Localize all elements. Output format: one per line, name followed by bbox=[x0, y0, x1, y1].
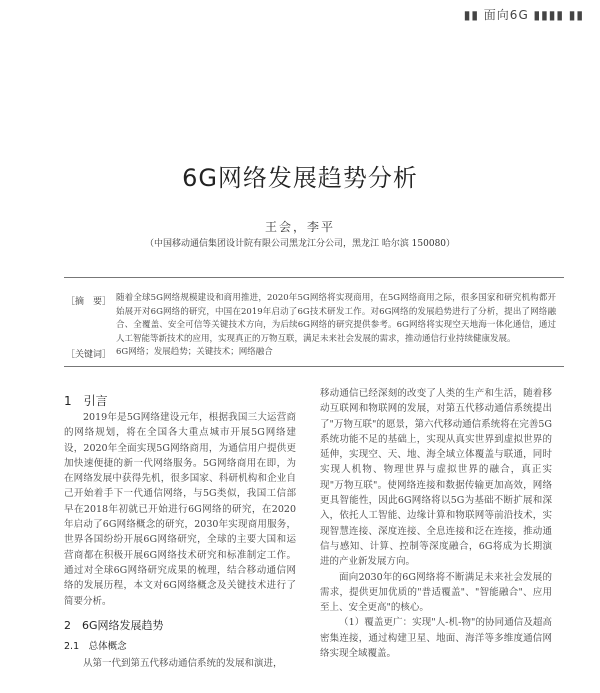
section-1-body bbox=[64, 410, 296, 609]
paper-affiliation: （中国移动通信集团设计院有限公司黑龙江分公司，黑龙江 哈尔滨 150080） bbox=[144, 239, 456, 249]
paper-authors: 王会，李平 bbox=[264, 220, 335, 234]
section-2-1-body bbox=[64, 656, 296, 671]
right-paragraph-3: （1）覆盖更广：实现"人-机-物"的协同通信及超高密集连接，通过构建卫星、地面、海洋等多维度通信网络实现全域覆盖。 bbox=[320, 617, 552, 660]
keywords-label: ［关键词］ bbox=[66, 350, 112, 360]
right-column-body bbox=[320, 386, 552, 661]
section-1-heading: 1 引言 bbox=[64, 394, 108, 408]
section-2-heading: 2 6G网络发展趋势 bbox=[64, 619, 164, 632]
section-1-paragraph: 2019年是5G网络建设元年，根据我国三大运营商的网络规划，将在全国各大重点城市开展5G网络建设，2020年全面实现5G网络商用，为通信用户提供更加快速便捷的新一代网络服务。5G网络商用在即，为在网络发展中获得先机，很多国家、科研机构和企业自己开始着手下一代通信网络，与5G类似，我国工信部早在2018年初就已开始进行6G网络的研究，在2020年启动了6G网络概念的研究，2030年实现商用服务，世界各国纷纷开展6G网络研究，全球的主要大国和运营商都在积极开展6G网络技术研究和标准制定工作。通过对全球6G网络研究成果的梳理，结合移动通信网络的发展历程，本文对6G网络概念及关键技术进行了简要分析。 bbox=[64, 412, 296, 607]
abstract-text: 随着全球5G网络规模建设和商用推进，2020年5G网络将实现商用，在5G网络商用之际，很多国家和研究机构都开始展开对6G网络的研究，中国在2019年启动了6G技术研发工作。对6G网络的发展趋势进行了分析，提出了网络融合、全覆盖、安全可信等关键技术方向，为后续6G网络的研究提供参考。6G网络将实现空天地海一体化通信，通过人工智能等新技术的应用，实现真正的万物互联，满足未来社会发展的需求，推动通信行业持续健康发展。 bbox=[116, 293, 556, 344]
keywords-text: 6G网络；发展趋势；关键技术；网络融合 bbox=[116, 347, 273, 357]
abstract-bottom-rule bbox=[64, 366, 564, 367]
journal-column-tag: ▮▮ 面向6G ▮▮▮▮ ▮▮ bbox=[463, 8, 584, 22]
paper-title: 6G网络发展趋势分析 bbox=[182, 164, 418, 192]
right-paragraph-1: 移动通信已经深刻的改变了人类的生产和生活，随着移动互联网和物联网的发展，对第五代移动通信系统提出了"万物互联"的愿景，第六代移动通信系统将在完善5G系统功能不足的基础上，实现从真实世界到虚拟世界的延伸，实现空、天、地、海全域立体覆盖与联通，同时实现人机物、物理世界与虚拟世界的融合，真正实现"万物互联"。使网络连接和数据传输更加高效，网络更具智能性，因此6G网络将以5G为基础不断扩展和深入，依托人工智能、边缘计算和物联网等前沿技术，实现智慧连接、深度连接、全息连接和泛在连接，推动通信与感知、计算、控制等深度融合，6G将成为长期演进的产业新发展方向。 bbox=[320, 388, 552, 568]
abstract-label: ［摘 要］ bbox=[66, 297, 112, 307]
section-2-1-heading: 2.1 总体概念 bbox=[64, 641, 127, 652]
right-paragraph-2: 面向2030年的6G网络将不断满足未来社会发展的需求，提供更加优质的"普适覆盖"、"智能融合"、应用至上、安全更高"的核心。 bbox=[320, 571, 552, 614]
section-2-1-paragraph: 从第一代到第五代移动通信系统的发展和演进， bbox=[83, 658, 283, 669]
abstract-top-rule bbox=[64, 277, 564, 278]
